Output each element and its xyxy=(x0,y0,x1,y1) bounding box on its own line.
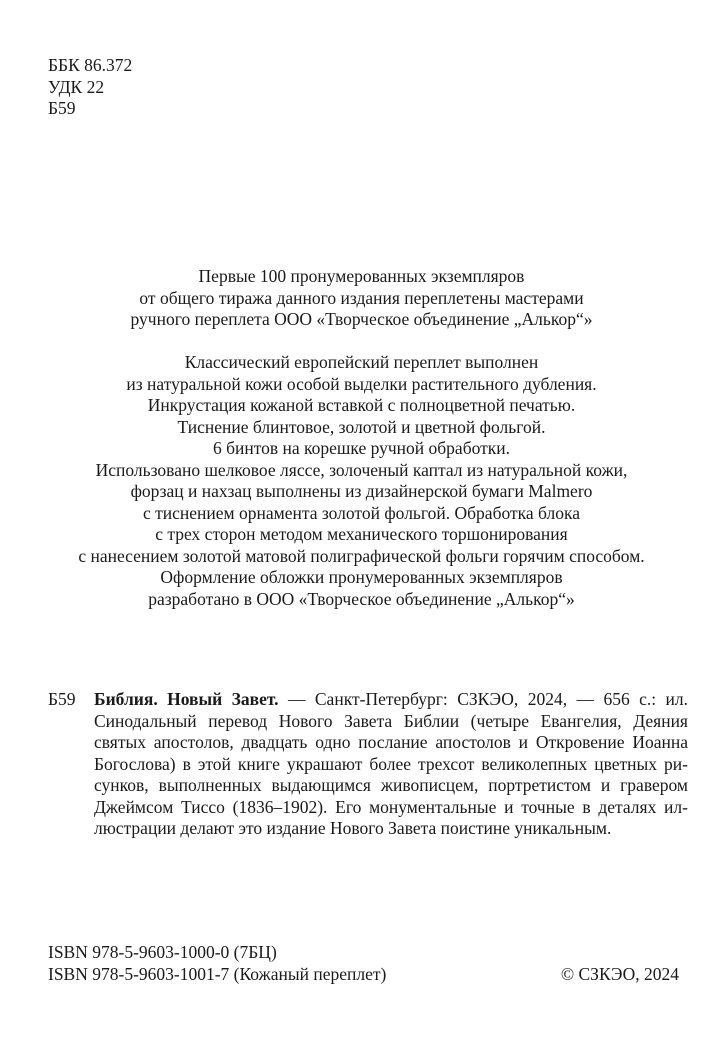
binding-description xyxy=(0,352,723,610)
isbn-line: ISBN 978-5-9603-1000-0 (7БЦ) xyxy=(48,942,277,962)
record-first-line xyxy=(94,689,688,711)
binding-line: из натуральной кожи особой выделки растительного дубления. xyxy=(126,373,597,394)
note-line: от общего тиража данного издания переплетены мастерами xyxy=(139,287,584,308)
imprint: — Санкт-Петербург: СЗКЭО, 2024, — 656 с.: ил. xyxy=(287,689,689,709)
binding-line: с тиснением орнамента золотой фольгой. Обработка блока xyxy=(143,502,580,523)
record-line: Джеймсом Тиссо (1836–1902). Его монументальные и точные в деталях ил- xyxy=(94,796,688,817)
binding-line: разработано в ООО «Творческое объединение „Алькор“» xyxy=(148,588,575,609)
binding-line: Классический европейский переплет выполнен xyxy=(184,352,539,372)
binding-line: Тиснение блинтовое, золотой и цветной фольгой. xyxy=(177,416,546,437)
note-line: ручного переплета ООО «Творческое объединение „Алькор“» xyxy=(130,309,593,329)
binding-line: Оформление обложки пронумерованных экземпляров xyxy=(160,567,563,587)
record-line: святых апостолов, двадцать одно послание апостолов и Откровение Иоанна xyxy=(94,732,688,752)
binding-line: с трех сторон методом механического торшонирования xyxy=(155,524,568,544)
binding-line: с нанесением золотой матовой полиграфической фольги горячим способом. xyxy=(78,545,645,566)
record-text xyxy=(94,689,688,840)
record-line: сунков, выполненных выдающимся живописцем, портретистом и гравером xyxy=(94,775,688,795)
note-line: Первые 100 пронумерованных экземпляров xyxy=(198,266,525,286)
author-mark: Б59 xyxy=(48,98,76,118)
classification-block xyxy=(48,55,132,120)
record-line: люстрации делают это издание Нового Завета поистине уникальным. xyxy=(94,818,612,838)
binding-line: Использовано шелковое ляссе, золоченый каптал из натуральной кожи, xyxy=(95,459,628,480)
record-code: Б59 xyxy=(48,689,76,709)
binding-line: 6 бинтов на корешке ручной обработки. xyxy=(212,438,511,458)
bibliographic-record xyxy=(48,689,688,840)
record-line: Синодальный перевод Нового Завета Библии (четыре Евангелия, Деяния xyxy=(94,710,688,731)
isbn-line: ISBN 978-5-9603-1001-7 (Кожаный переплет) xyxy=(48,963,387,984)
bbk-code: ББК 86.372 xyxy=(48,55,133,75)
book-title: Библия. Новый Завет. xyxy=(94,689,279,709)
binding-line: Инкрустация кожаной вставкой с полноцветной печатью. xyxy=(147,395,576,415)
numbered-copies-note xyxy=(0,266,723,331)
udk-code: УДК 22 xyxy=(48,76,105,97)
record-line: Богослова) в этой книге украшают более трехсот великолепных цветных ри- xyxy=(94,753,688,774)
isbn-block xyxy=(48,942,386,985)
copyright-notice: © СЗКЭО, 2024 xyxy=(560,964,679,984)
binding-line: форзац и нахзац выполнены из дизайнерской бумаги Malmero xyxy=(130,481,593,501)
